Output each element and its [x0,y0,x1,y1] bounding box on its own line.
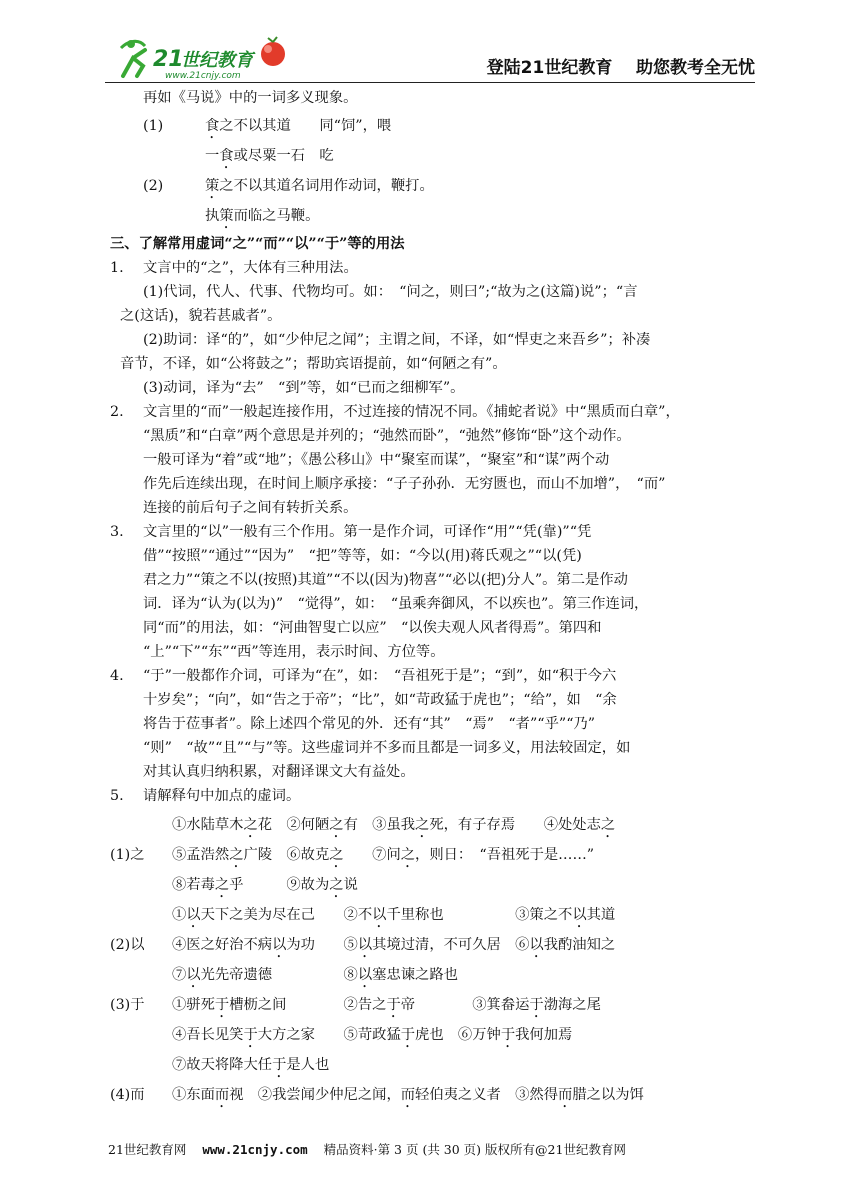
exercise-label: (2)以 [110,937,145,953]
text-line: 策之不以其道名词用作动词，鞭打。 [205,178,434,194]
text-line: 文言里的“以”一般有三个作用。第一是作介词，可译作“用”“凭(靠)”“凭 [143,524,592,540]
exercise-label: (1)之 [110,847,145,863]
logo-icon [115,36,305,82]
text-line: “则” “故”“且”“与”等。这些虚词并不多而且都是一词多义，用法较固定，如 [143,740,631,756]
text-line: 同“而”的用法，如：“河曲智叟亡以应” “以俟夫观人风者得焉”。第四和 [143,620,602,636]
exercise-line: ①骈死于槽枥之间 ②告之于帝 ③箕畚运于渤海之尾 [172,997,601,1013]
text-line: 作先后连续出现，在时间上顺序承接：“子子孙孙．无穷匮也，而山不加增”， “而” [143,476,666,492]
item-number: (1) [143,118,164,134]
footer-info: 精品资料·第 3 页 (共 30 页) 版权所有@21世纪教育网 [323,1142,626,1157]
text-line: 食之不以其道 同“饲”，喂 [205,118,392,134]
item-number: 3. [110,524,124,540]
text-line: 词．译为“认为(以为)” “觉得”，如： “虽乘奔御风，不以疾也”。第三作连词， [143,596,649,612]
exercise-line: ④吾长见笑于大方之家 ⑤苛政猛于虎也 ⑥万钟于我何加焉 [172,1027,573,1043]
text-line: 文言里的“而”一般起连接作用，不过连接的情况不同。《捕蛇者说》中“黑质而白章”， [143,404,680,420]
item-number: 4. [110,668,124,684]
header-slogan: 登陆21世纪教育 助您教考全无忧 [486,58,755,78]
text-line: “上”“下”“东”“西”等连用，表示时间、方位等。 [143,644,445,660]
exercise-line: ⑦故天将降大任于是人也 [172,1057,330,1073]
text-line: 之(这话)，貌若甚戚者”。 [120,308,282,324]
text-line: “于”一般都作介词，可译为“在”，如： “吾祖死于是”；“到”，如“积于今六 [143,668,617,684]
text-line: (2)助词：译“的”，如“少仲尼之闻”；主谓之间，不译，如“悍吏之来吾乡”；补凑 [143,332,651,348]
svg-text:21: 21 [153,47,184,72]
item-number: 1. [110,260,124,276]
text-line: 君之力”“策之不以(按照)其道”“不以(因为)物喜”“必以(把)分人”。第二是作动 [143,572,628,588]
text-line: 请解释句中加点的虚词。 [143,788,301,804]
text-line: “黑质”和“白章”两个意思是并列的；“弛然而卧”，“弛然”修饰“卧”这个动作。 [143,428,631,444]
text-line: (3)动词，译为“去” “到”等，如“已而之细柳军”。 [143,380,465,396]
svg-text:世纪教育: 世纪教育 [181,50,253,71]
text-line: 对其认真归纳积累，对翻译课文大有益处。 [143,764,415,780]
exercise-line: ④医之好治不病以为功 ⑤以其境过清，不可久居 ⑥以我酌油知之 [172,937,616,953]
svg-text:www.21cnjy.com: www.21cnjy.com [165,71,241,81]
item-number: 2. [110,404,124,420]
text-line: 连接的前后句子之间有转折关系。 [143,500,358,516]
text-line: 一般可译为“着”或“地”；《愚公移山》中“聚室而谋”，“聚室”和“谋”两个动 [143,452,610,468]
text-line: 将告于莅事者”。除上述四个常见的外．还有“其” “焉” “者”“乎”“乃” [143,716,596,732]
exercise-line: ①以天下之美为尽在己 ②不以千里称也 ③策之不以其道 [172,907,616,923]
exercise-line: ⑦以光先帝遗德 ⑧以塞忠谏之路也 [172,967,458,983]
text-line: 文言中的“之”，大体有三种用法。 [143,260,358,276]
text-line: (1)代词，代人、代事、代物均可。如： “问之，则曰”;“故为之(这篇)说”；“言 [143,284,638,300]
text-line: 借”“按照”“通过”“因为” “把”等等，如：“今以(用)蒋氏观之”“以(凭) [143,548,582,564]
text-line: 音节，不译，如“公将鼓之”；帮助宾语提前，如“何陋之有”。 [120,356,507,372]
text-line: 一食或尽粟一石 吃 [205,148,334,164]
exercise-line: ①东面而视 ②我尝闻少仲尼之闻，而轻伯夷之义者 ③然得而腊之以为饵 [172,1087,644,1103]
text-line: 执策而临之马鞭。 [205,208,320,224]
item-number: (2) [143,178,164,194]
page-header [105,30,755,83]
footer-url[interactable]: www.21cnjy.com [202,1142,308,1157]
item-number: 5. [110,788,124,804]
section-heading: 三、了解常用虚词“之”“而”“以”“于”等的用法 [110,236,405,252]
exercise-line: ⑤孟浩然之广陵 ⑥故克之 ⑦问之，则日： “吾祖死于是……” [172,847,595,863]
exercise-line: ⑧若毒之乎 ⑨故为之说 [172,877,358,893]
exercise-line: ①水陆草木之花 ②何陋之有 ③虽我之死，有子存焉 ④处处志之 [172,817,616,833]
text-line: 再如《马说》中的一词多义现象。 [143,90,358,106]
page-footer [108,1140,626,1158]
footer-site: 21世纪教育网 [108,1142,187,1157]
exercise-label: (3)于 [110,997,145,1013]
exercise-label: (4)而 [110,1087,145,1103]
text-line: 十岁矣”；“向”，如“告之于帝”；“比”，如“苛政猛于虎也”；“给”，如 “余 [143,692,617,708]
